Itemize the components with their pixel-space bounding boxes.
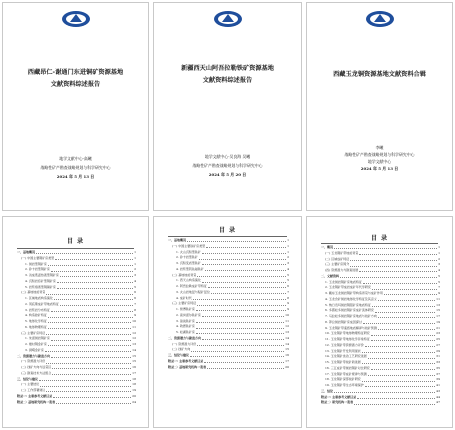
toc-entry-page: 5 bbox=[438, 273, 440, 278]
toc-entry-page: 7 bbox=[438, 285, 440, 290]
toc-leader-dots bbox=[53, 397, 131, 398]
toc-leader-dots bbox=[362, 363, 435, 364]
toc-entry-title: (二) 找矿方向与远景区 bbox=[21, 365, 52, 369]
toc-entry-title: 1. 朱诺斑岩铜矿床 bbox=[25, 336, 50, 341]
toc-entry-page: 33 bbox=[436, 360, 440, 364]
toc-leader-dots bbox=[202, 282, 286, 283]
toc-entry-page: 9 bbox=[287, 301, 289, 306]
toc-leader-dots bbox=[359, 254, 437, 255]
toc-entry-title: 15. 玉龙铜矿带找矿新进展 bbox=[325, 360, 361, 364]
toc-entry-page: 43 bbox=[436, 388, 440, 393]
toc-leader-dots bbox=[196, 333, 284, 334]
toc-entry-page: 14 bbox=[285, 341, 289, 346]
toc-entry-page: 6 bbox=[134, 296, 136, 300]
toc-entry-page: 15 bbox=[132, 359, 136, 364]
toc-leader-dots bbox=[365, 386, 435, 387]
toc-list bbox=[17, 250, 136, 405]
toc-leader-dots bbox=[40, 386, 131, 387]
toc-entry-page: 1 bbox=[287, 243, 289, 248]
toc-entry-page: 13 bbox=[132, 342, 136, 346]
toc-entry-title: 附录二: 基地研究机构一览表 bbox=[168, 364, 207, 369]
toc-entry-title: 13. 玉龙铜矿开发利用现状 bbox=[325, 348, 361, 353]
toc-leader-dots bbox=[357, 398, 435, 399]
toc-entry-page: 12 bbox=[132, 336, 136, 341]
toc-entry-title: 3. 沉积变质型铁矿 bbox=[176, 261, 201, 265]
toc-entry-page: 39 bbox=[436, 377, 440, 382]
toc-entry-title: (二) 找矿方向 bbox=[172, 347, 191, 352]
toc-leader-dots bbox=[36, 253, 133, 254]
toc-leader-dots bbox=[48, 345, 131, 346]
toc-entry-title: 附录二: 研究机构一览表 bbox=[321, 400, 354, 405]
toc-entry-title: 一、基地概况 bbox=[168, 238, 187, 242]
toc-entry-title: (二) 基地地质背景 bbox=[21, 290, 46, 295]
toc-entry-title: (二) 区域成矿特征 bbox=[325, 256, 350, 261]
toc-leader-dots bbox=[51, 340, 131, 341]
toc-entry-page: 5 bbox=[287, 278, 289, 283]
cover-institution: 战略性矿产勘查战略规划与科学研究中心 bbox=[344, 152, 415, 158]
toc-entry-title: 4. 敦德铁矿床 bbox=[176, 324, 195, 329]
toc-leader-dots bbox=[205, 270, 286, 271]
toc-leader-dots bbox=[359, 271, 437, 272]
toc-entry-page: 2 bbox=[287, 255, 289, 260]
toc-entry-title: (一) 主要结论 bbox=[21, 382, 40, 387]
toc-entry-title: 2. 查岗诺尔铁矿床 bbox=[176, 312, 201, 317]
toc-entry-page: 29 bbox=[436, 348, 440, 353]
toc-leader-dots bbox=[384, 294, 437, 295]
toc-leader-dots bbox=[46, 334, 131, 335]
toc-leader-dots bbox=[334, 392, 435, 393]
institution-logo-icon bbox=[212, 10, 244, 28]
toc-leader-dots bbox=[350, 260, 437, 261]
toc-entry-page: 1 bbox=[287, 249, 289, 254]
institution-logo-icon bbox=[364, 10, 396, 28]
toc-entry-page: 3 bbox=[287, 261, 289, 265]
toc-entry-page: 13 bbox=[285, 330, 289, 334]
toc-entry-title: (四) 资源潜力与勘查进展 bbox=[325, 268, 359, 272]
toc-entry-title: 附录一: 主要参考文献目录 bbox=[17, 393, 53, 398]
toc-leader-dots bbox=[363, 283, 437, 284]
toc-entry-page: 16 bbox=[285, 353, 289, 357]
toc-entry-title: 附录二: 基地研究机构一览表 bbox=[17, 399, 56, 404]
toc-leader-dots bbox=[340, 277, 437, 278]
toc-leader-dots bbox=[48, 317, 133, 318]
toc-page-2[interactable] bbox=[153, 216, 302, 428]
toc-entry-page: 23 bbox=[436, 331, 440, 336]
toc-leader-dots bbox=[196, 310, 286, 311]
toc-leader-dots bbox=[60, 276, 133, 277]
toc-entry-page: 5 bbox=[438, 279, 440, 284]
toc-entry-title: 2. 玉龙铜矿带成岩成矿年代学研究 bbox=[325, 285, 371, 290]
cover-institution: 战略性矿产勘查战略规划与科学研究中心 bbox=[40, 164, 111, 170]
toc-entry-title: 5. 纳日贡玛斑岩铜钼矿床地质特征 bbox=[325, 302, 371, 307]
toc-entry-title: (二) 工作部署建议 bbox=[21, 388, 46, 392]
toc-leader-dots bbox=[46, 391, 131, 392]
toc-entry-page: 15 bbox=[285, 347, 289, 352]
toc-entry-title: (二) 基地地质背景 bbox=[172, 272, 197, 277]
toc-entry-title: 16. 三江成矿带斑岩铜矿对比研究 bbox=[325, 365, 370, 370]
toc-leader-dots bbox=[39, 380, 131, 381]
toc-leader-dots bbox=[372, 306, 435, 307]
toc-entry-page: 12 bbox=[285, 324, 289, 329]
toc-leader-dots bbox=[196, 322, 284, 323]
toc-entry-title: 1. 斑岩型铜矿床 bbox=[25, 261, 47, 266]
toc-entry-title: 4. 岩浆型钒钛磁铁矿 bbox=[176, 266, 204, 271]
toc-entry-page: 8 bbox=[287, 295, 289, 300]
toc-entry-page: 24 bbox=[132, 399, 136, 404]
toc-leader-dots bbox=[190, 356, 284, 357]
toc-entry-title: 6. 地球物理特征 bbox=[25, 324, 47, 329]
toc-entry-page: 8 bbox=[134, 307, 136, 312]
toc-entry-title: 三、结论 bbox=[321, 388, 334, 393]
toc-entry-title: 11. 玉龙铜矿带地球化学异常特征 bbox=[325, 337, 370, 341]
toc-entry-page: 35 bbox=[436, 365, 440, 370]
institution-logo-icon bbox=[60, 10, 92, 28]
toc-entry-title: 二、资源潜力与勘查方向 bbox=[168, 335, 202, 340]
toc-entry-title: 2. 雄村铜金矿床 bbox=[25, 342, 47, 346]
cover-page-3[interactable] bbox=[306, 2, 453, 211]
toc-heading: 目 录 bbox=[218, 227, 237, 234]
toc-leader-dots bbox=[193, 299, 286, 300]
toc-entry-title: 2. 矽卡岩型铁矿 bbox=[176, 255, 198, 260]
toc-heading: 目 录 bbox=[66, 238, 85, 245]
cover-info bbox=[158, 153, 297, 180]
toc-entry-page: 1 bbox=[134, 250, 136, 254]
toc-leader-dots bbox=[199, 259, 286, 260]
toc-entry-page: 9 bbox=[287, 307, 289, 311]
toc-entry-page: 19 bbox=[436, 319, 440, 324]
toc-entry-title: (三) 勘查技术方法组合 bbox=[21, 370, 52, 375]
toc-rule bbox=[168, 236, 287, 237]
toc-entry-title: 3. 岩浆岩分布特征 bbox=[25, 307, 50, 312]
toc-entry-page: 11 bbox=[285, 318, 289, 323]
toc-entry-title: 2. 冈底斯成矿带地质特征 bbox=[25, 301, 59, 306]
toc-leader-dots bbox=[354, 404, 435, 405]
toc-leader-dots bbox=[191, 351, 284, 352]
toc-leader-dots bbox=[197, 345, 284, 346]
cover-title: 新疆西天山阿吾拉勒铁矿资源基地 文献资料综述报告 bbox=[181, 65, 274, 84]
toc-entry-page: 16 bbox=[132, 365, 136, 369]
toc-entry-title: 1. 智博铁矿床 bbox=[176, 307, 195, 311]
toc-entry-title: 1. 火山沉积型铁矿 bbox=[176, 249, 201, 254]
toc-entry-page: 15 bbox=[132, 353, 136, 358]
toc-entry-page: 20 bbox=[285, 364, 289, 369]
toc-entry-page: 10 bbox=[285, 312, 289, 317]
toc-leader-dots bbox=[57, 282, 133, 283]
toc-leader-dots bbox=[197, 305, 286, 306]
cover-author: 地学文献中心-吴良海 吴曦 bbox=[204, 154, 251, 159]
toc-list bbox=[168, 238, 289, 370]
toc-entry-title: 2. 矽卡岩型铜矿床 bbox=[25, 267, 50, 272]
toc-entry-title: 4. 构造控矿特征 bbox=[25, 313, 47, 318]
toc-entry-title: 附录一: 主要参考文献目录 bbox=[168, 358, 204, 363]
toc-entry-page: 37 bbox=[436, 371, 440, 376]
toc-entry-page: 9 bbox=[134, 313, 136, 318]
toc-entry-page: 31 bbox=[436, 354, 440, 359]
toc-leader-dots bbox=[375, 312, 435, 313]
toc-leader-dots bbox=[211, 293, 286, 294]
toc-entry-page: 17 bbox=[436, 314, 440, 318]
toc-entry-title: (一) 中国主要铁矿床类型 bbox=[172, 243, 206, 248]
toc-entry-page: 44 bbox=[436, 394, 440, 399]
toc-entry-page: 4 bbox=[438, 268, 440, 272]
toc-entry-page: 7 bbox=[287, 289, 289, 294]
cover-title: 西藏昂仁-谢通门东进铜矿资源基地 文献资料综述报告 bbox=[27, 69, 124, 88]
toc-leader-dots bbox=[48, 328, 131, 329]
toc-entry-title: 3. 藏东玉龙斑岩铜矿带构造背景与成矿作用 bbox=[325, 291, 383, 295]
toc-heading: 目 录 bbox=[370, 235, 389, 242]
toc-entry-page: 1 bbox=[287, 238, 289, 242]
toc-list bbox=[321, 245, 440, 406]
toc-leader-dots bbox=[371, 340, 435, 341]
toc-entry[interactable] bbox=[168, 365, 289, 371]
toc-rule bbox=[17, 248, 134, 249]
toc-entry-page: 20 bbox=[132, 393, 136, 398]
toc-leader-dots bbox=[46, 363, 131, 364]
cover-dept: 地学文献中心 bbox=[367, 159, 392, 165]
toc-entry-page: 4 bbox=[134, 278, 136, 283]
toc-leader-dots bbox=[60, 305, 133, 306]
toc-entry-title: (一) 资源潜力评价 bbox=[172, 341, 197, 346]
toc-entry[interactable] bbox=[321, 400, 440, 406]
toc-leader-dots bbox=[368, 375, 435, 376]
toc-entry-page: 17 bbox=[285, 358, 289, 363]
toc-entry-page: 41 bbox=[436, 383, 440, 387]
toc-entry-title: 5. 地球化学特征 bbox=[25, 319, 47, 323]
toc-entry-title: 6. 多霞松多斑岩铜矿床成矿流体研究 bbox=[325, 308, 374, 313]
toc-entry-title: 8. 莽总斑岩铜矿床成因探讨 bbox=[325, 319, 362, 324]
toc-rule bbox=[321, 243, 438, 244]
toc-leader-dots bbox=[350, 266, 437, 267]
toc-entry-page: 7 bbox=[134, 301, 136, 306]
toc-entry-title: 12. 玉龙铜矿带资源潜力评价 bbox=[325, 342, 364, 347]
cover-date: 2024 年 5 月 13 日 bbox=[56, 173, 95, 179]
toc-leader-dots bbox=[187, 241, 286, 242]
toc-entry-title: (三) 主要矿床特征 bbox=[172, 301, 197, 306]
toc-entry-page: 14 bbox=[285, 335, 289, 340]
toc-entry-page: 6 bbox=[134, 290, 136, 295]
toc-leader-dots bbox=[362, 381, 435, 382]
toc-entry-title: 三、结论与建议 bbox=[17, 376, 39, 381]
toc-entry-page: 11 bbox=[132, 324, 136, 329]
toc-leader-dots bbox=[202, 316, 284, 317]
toc-entry-page: 19 bbox=[132, 388, 136, 392]
toc-entry-page: 27 bbox=[436, 342, 440, 347]
cover-date: 2024 年 5 月 20 日 bbox=[208, 171, 247, 177]
toc-leader-dots bbox=[371, 369, 435, 370]
cover-author: 地学文献中心-高曦 bbox=[59, 156, 92, 161]
toc-entry-title: (三) 主要矿床简介 bbox=[325, 262, 350, 267]
toc-entry-title: 二、文献资料 bbox=[321, 273, 340, 278]
toc-entry-title: 19. 玉龙铜矿带生态环境保护 bbox=[325, 383, 364, 387]
toc-page-1[interactable] bbox=[2, 216, 149, 428]
toc-leader-dots bbox=[51, 357, 131, 358]
toc-entry-title: 18. 玉龙铜矿深部找矿研究 bbox=[325, 377, 361, 382]
toc-entry-title: 4. 沉积岩容矿型铜矿床 bbox=[25, 278, 56, 283]
toc-leader-dots bbox=[52, 374, 131, 375]
toc-entry-page: 12 bbox=[132, 330, 136, 335]
cover-page-1[interactable] bbox=[2, 2, 149, 211]
toc-entry-page: 47 bbox=[436, 400, 440, 405]
toc-entry-page: 5 bbox=[134, 284, 136, 289]
cover-institution: 战略性矿产勘查战略规划与科学研究中心 bbox=[192, 162, 263, 168]
toc-leader-dots bbox=[371, 335, 435, 336]
toc-entry-title: 9. 玉龙铜矿带遥感地质解译与找矿预测 bbox=[325, 325, 377, 330]
toc-entry-page: 1 bbox=[134, 255, 136, 260]
toc-entry-page: 2 bbox=[438, 256, 440, 261]
toc-entry-page: 15 bbox=[436, 308, 440, 313]
cover-date: 2024 年 5 月 13 日 bbox=[360, 166, 399, 172]
toc-page-3[interactable] bbox=[306, 216, 453, 428]
toc-entry-title: 1. 玉龙斑岩铜矿床地质特征 bbox=[325, 279, 362, 284]
cover-author: 李曦 bbox=[375, 145, 384, 150]
toc-leader-dots bbox=[362, 352, 435, 353]
toc-entry-title: 10. 玉龙铜矿带地球物理特征研究 bbox=[325, 331, 370, 336]
toc-entry-title: (一) 玉龙铜矿带地质背景 bbox=[325, 250, 359, 255]
toc-leader-dots bbox=[372, 289, 437, 290]
toc-entry-page: 1 bbox=[134, 261, 136, 266]
toc-leader-dots bbox=[363, 323, 435, 324]
toc-leader-dots bbox=[202, 339, 284, 340]
toc-entry-page: 2 bbox=[134, 267, 136, 272]
toc-entry-title: 1. 西天山构造演化 bbox=[176, 278, 201, 283]
toc-leader-dots bbox=[196, 328, 284, 329]
toc-leader-dots bbox=[204, 362, 284, 363]
toc-leader-dots bbox=[57, 288, 133, 289]
toc-entry-title: 二、资源潜力与勘查方向 bbox=[17, 353, 51, 358]
toc-leader-dots bbox=[378, 329, 435, 330]
toc-leader-dots bbox=[45, 351, 131, 352]
toc-leader-dots bbox=[54, 299, 133, 300]
cover-page-2[interactable] bbox=[153, 2, 302, 211]
toc-leader-dots bbox=[56, 403, 131, 404]
toc-entry-page: 13 bbox=[436, 302, 440, 307]
cover-title: 西藏玉龙铜资源基地文献资料合辑 bbox=[333, 71, 426, 78]
toc-entry-page: 10 bbox=[132, 319, 136, 323]
toc-leader-dots bbox=[202, 253, 286, 254]
toc-leader-dots bbox=[206, 247, 286, 248]
toc-entry-page: 1 bbox=[438, 245, 440, 249]
toc-entry-page: 6 bbox=[287, 284, 289, 288]
toc-leader-dots bbox=[51, 311, 133, 312]
toc-entry-title: 3. 浅成低温热液型铜矿床 bbox=[25, 273, 59, 277]
toc-entry-title: (三) 主要矿床特征 bbox=[21, 330, 46, 335]
toc-entry-title: 14. 玉龙铜矿选冶工艺研究进展 bbox=[325, 354, 367, 359]
toc-entry-page: 18 bbox=[132, 376, 136, 381]
toc-entry-title: 4. 玉龙含矿斑岩地球化学特征及其意义 bbox=[325, 296, 377, 301]
toc-leader-dots bbox=[368, 358, 435, 359]
toc-entry-page: 9 bbox=[438, 291, 440, 295]
toc-leader-dots bbox=[51, 271, 133, 272]
toc-entry[interactable] bbox=[17, 400, 136, 406]
toc-entry-page: 14 bbox=[132, 347, 136, 352]
toc-leader-dots bbox=[52, 368, 131, 369]
toc-leader-dots bbox=[334, 248, 437, 249]
toc-entry-title: 附录一: 主要参考文献目录 bbox=[321, 394, 357, 399]
cover-info bbox=[311, 144, 448, 172]
toc-entry-title: 7. 马拉松多斑岩铜矿床地质与找矿方向 bbox=[325, 314, 377, 318]
toc-entry-title: 4. 成矿时代 bbox=[176, 295, 192, 300]
toc-leader-dots bbox=[48, 322, 131, 323]
toc-entry-page: 5 bbox=[287, 272, 289, 277]
toc-entry-title: (一) 资源潜力评价 bbox=[21, 359, 46, 364]
toc-entry-title: 5. 松湖铁矿床 bbox=[176, 330, 195, 334]
toc-leader-dots bbox=[46, 294, 133, 295]
toc-leader-dots bbox=[378, 317, 435, 318]
toc-entry-title: 一、基地概况 bbox=[17, 250, 36, 254]
toc-entry-page: 11 bbox=[436, 296, 440, 301]
toc-entry-title: 三、结论与建议 bbox=[168, 353, 190, 357]
toc-entry-title: 一、概况 bbox=[321, 245, 334, 249]
toc-entry-title: 5. 岩浆熔离型铜镍矿床 bbox=[25, 284, 56, 289]
toc-entry-page: 21 bbox=[436, 325, 440, 330]
toc-entry-title: 2. 阿吾拉勒成矿带特征 bbox=[176, 284, 207, 288]
toc-entry-page: 3 bbox=[134, 273, 136, 277]
toc-entry-title: 17. 玉龙铜矿带成矿规律与预测 bbox=[325, 371, 367, 376]
toc-leader-dots bbox=[208, 287, 286, 288]
toc-entry-page: 3 bbox=[438, 262, 440, 267]
toc-leader-dots bbox=[197, 276, 286, 277]
toc-entry-page: 18 bbox=[132, 382, 136, 387]
toc-entry-title: 3. 洞嘎金矿床 bbox=[25, 347, 44, 352]
toc-entry-title: 3. 备战铁矿床 bbox=[176, 318, 195, 323]
toc-leader-dots bbox=[207, 368, 284, 369]
toc-entry-page: 4 bbox=[287, 266, 289, 271]
toc-leader-dots bbox=[55, 259, 133, 260]
toc-entry-page: 17 bbox=[132, 370, 136, 375]
toc-leader-dots bbox=[48, 265, 133, 266]
toc-entry-page: 1 bbox=[438, 250, 440, 255]
toc-leader-dots bbox=[202, 264, 286, 265]
cover-info bbox=[7, 155, 144, 182]
toc-entry-page: 25 bbox=[436, 337, 440, 341]
toc-entry-title: 3. 火山岩地层与赋矿层位 bbox=[176, 289, 210, 294]
toc-leader-dots bbox=[378, 300, 435, 301]
toc-entry-title: (一) 中国主要铜矿床类型 bbox=[21, 255, 55, 260]
toc-entry-title: 1. 区域地质构造演化 bbox=[25, 296, 53, 300]
toc-leader-dots bbox=[365, 346, 435, 347]
